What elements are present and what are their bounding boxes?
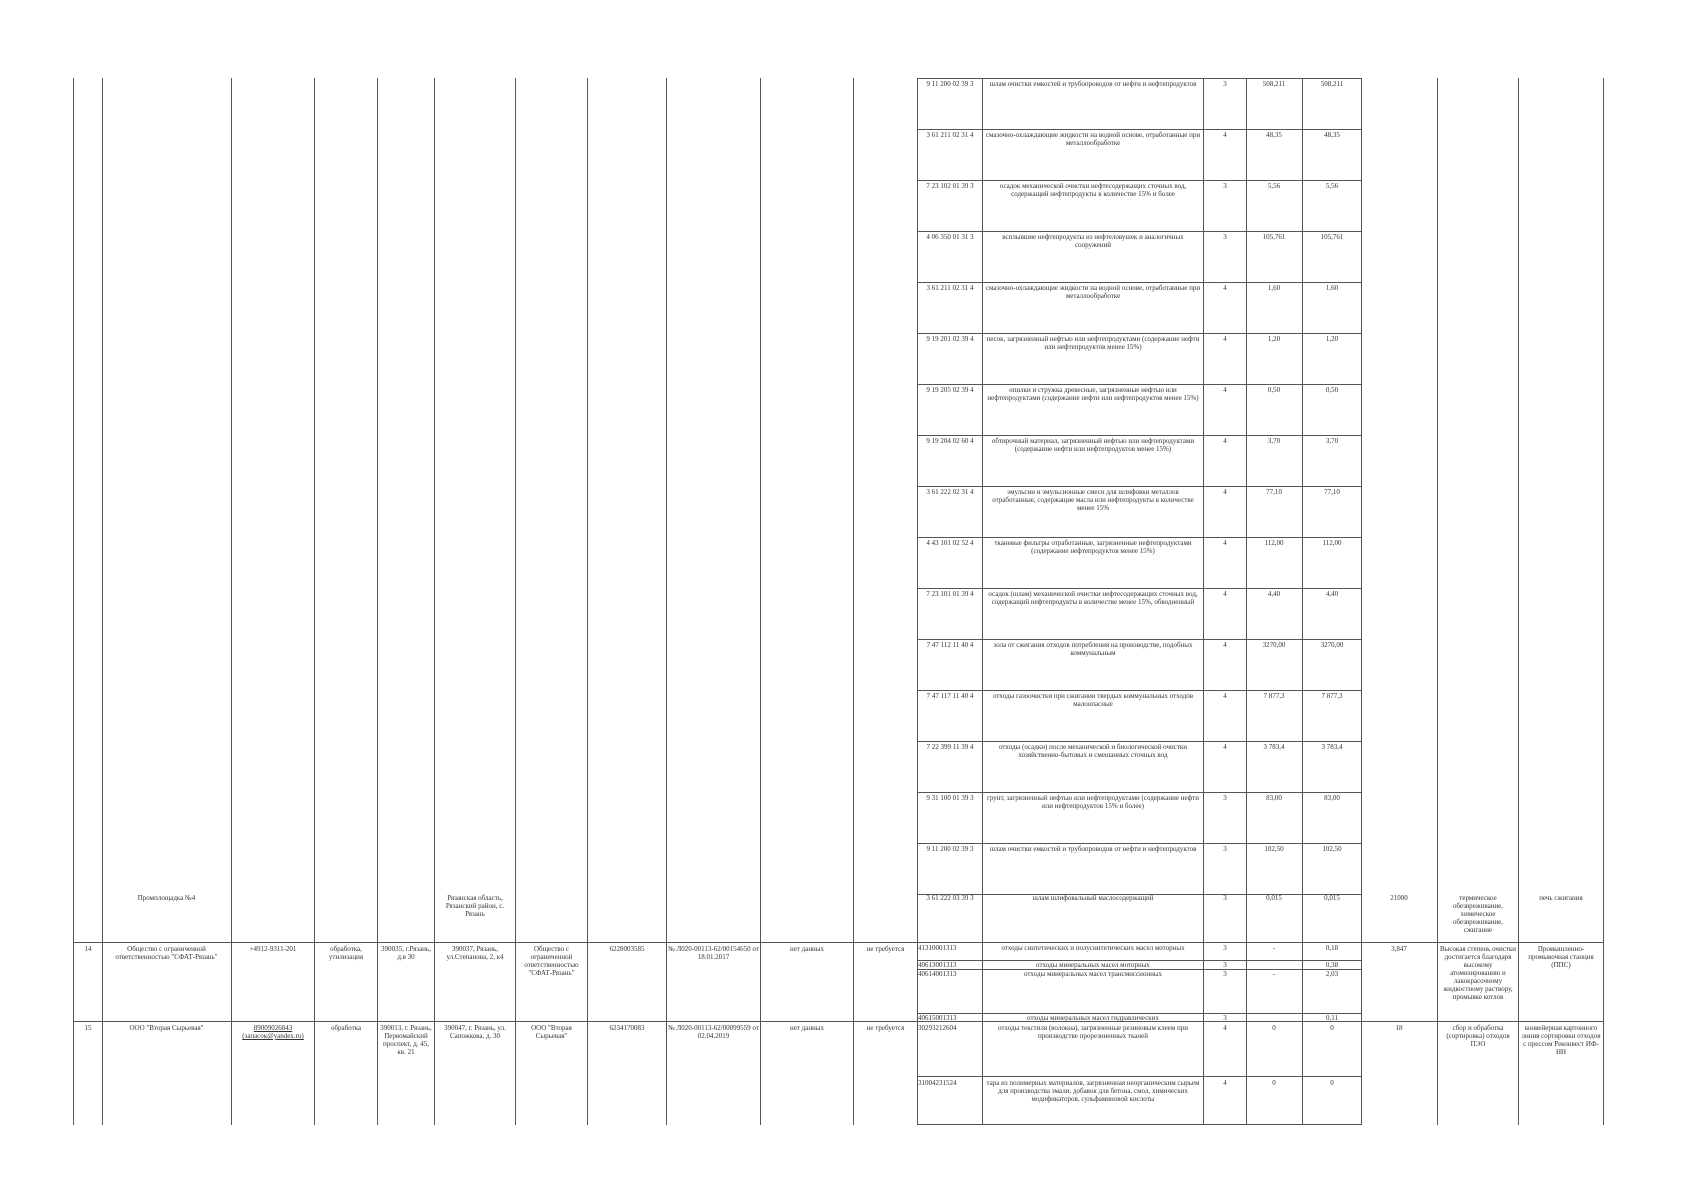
row-waste-code: 9 19 205 02 39 4	[926, 386, 974, 394]
row-quantity-total: 0,11	[1326, 1015, 1338, 1022]
entry14-owner: Общество с ограниченной ответственностью "СФАТ-Рязань"	[524, 945, 579, 977]
column-divider	[1246, 78, 1247, 1125]
site4-waste-code: 3 61 222 03 39 3	[926, 894, 974, 902]
row-quantity-total: 508,211	[1320, 80, 1344, 88]
entry14-site-address: 390037, Рязань, ул.Степанова, 2, к4	[446, 945, 504, 961]
row-divider	[917, 792, 1362, 793]
row-quantity: 7 877,3	[1263, 692, 1285, 700]
row-quantity-total: 7 877,3	[1321, 692, 1343, 700]
row-quantity: 77,10	[1266, 488, 1282, 496]
row-quantity-total: 3 783,4	[1321, 743, 1343, 751]
row-waste-code: 9 19 204 02 60 4	[926, 437, 974, 445]
entry14-number: 14	[84, 945, 92, 953]
row-waste-code: 7 22 399 11 39 4	[926, 743, 974, 751]
column-divider	[853, 78, 854, 1125]
column-divider	[1603, 78, 1604, 1125]
site4-capacity: 21000	[1390, 894, 1408, 902]
row-waste-code: 30293212604	[918, 1024, 957, 1032]
site4-equipment: печь сжигания	[1539, 894, 1583, 902]
row-waste-name: отходы газоочистки при сжигании твердых коммунальных отходов малоопасные	[992, 692, 1194, 708]
row-quantity: 5,56	[1267, 182, 1281, 190]
entry15-capacity: 18	[1395, 1024, 1403, 1032]
row-divider	[917, 1013, 1362, 1014]
row-waste-name: отходы минеральных масел моторных	[1036, 962, 1150, 969]
row-waste-code: 40615001313	[918, 1015, 957, 1022]
row-divider	[917, 639, 1362, 640]
row-quantity-total: 0	[1330, 1024, 1334, 1032]
row-waste-name: осадок механической очистки нефтесодержащих сточных вод, содержащий нефтепродукты в количестве 15% и более	[999, 182, 1187, 198]
entry14-activity: обработка, утилизация	[328, 945, 364, 961]
row-quantity: 3,70	[1267, 437, 1281, 445]
entry15-license: № Л020-00113-62/00099559 от 02.04.2019	[668, 1024, 759, 1040]
row-waste-code: 40613001313	[918, 962, 957, 969]
site4-quantity: 0,015	[1266, 894, 1282, 902]
row-waste-name: смазочно-охлаждающие жидкости на водной основе, отработанные при металлообработке	[985, 284, 1201, 300]
row-waste-code: 9 11 200 02 39 3	[926, 845, 974, 853]
row-quantity: -	[1272, 971, 1276, 978]
row-quantity-total: 1,60	[1325, 284, 1339, 292]
row-quantity: 3270,00	[1262, 641, 1286, 649]
row-quantity: 83,00	[1266, 794, 1282, 802]
column-divider	[587, 78, 588, 1125]
entry14-monitoring: нет данных	[789, 945, 825, 953]
row-divider	[917, 690, 1362, 691]
row-hazard-class: 4	[1223, 641, 1227, 649]
row-quantity: 3 783,4	[1263, 743, 1285, 751]
row-hazard-class: 4	[1223, 386, 1227, 394]
entry15-phone[interactable]: 89009026843	[253, 1024, 293, 1032]
entry15-permit: не требуется	[866, 1024, 905, 1032]
site4-address: Рязанская область, Рязанский район, с. Рязань	[445, 894, 505, 918]
row-waste-code: 7 23 102 01 39 3	[926, 182, 974, 190]
row-quantity: 508,211	[1262, 80, 1286, 88]
row-waste-code: 7 47 117 11 40 4	[926, 692, 974, 700]
row-hazard-class: 3	[1223, 845, 1227, 853]
row-divider	[917, 486, 1362, 487]
site4-name: Промплощадка №4	[137, 894, 196, 902]
entry14-inn: 6228003585	[609, 945, 645, 953]
column-divider	[1361, 78, 1362, 1125]
entry15-technology: сбор и обработка (сортировка) отходов ПЭО	[1446, 1024, 1510, 1048]
site4-technology: термическое обезвреживание, химическое обезвреживание, сжигание	[1452, 894, 1504, 934]
row-waste-name: зола от сжигания отходов потребления на производстве, подобных коммунальным	[993, 641, 1193, 657]
row-waste-code: 4 06 350 01 31 3	[926, 233, 974, 241]
row-waste-code: 7 23 101 01 39 4	[926, 590, 974, 598]
row-waste-code: 9 19 201 02 39 4	[926, 335, 974, 343]
row-divider	[917, 537, 1362, 538]
row-hazard-class: 4	[1223, 284, 1227, 292]
row-hazard-class: 3	[1223, 80, 1227, 88]
entry15-activity: обработка	[330, 1024, 362, 1032]
row-waste-name: шлам очистки емкостей и трубопроводов от нефти и нефтепродуктов	[989, 80, 1197, 88]
row-divider	[917, 960, 1362, 961]
column-divider	[231, 78, 232, 1125]
row-hazard-class: 3	[1223, 962, 1227, 969]
entry14-organization: Общество с ограниченной ответственностью "СФАТ-Рязань"	[115, 945, 218, 961]
row-divider	[917, 1124, 1362, 1125]
row-divider	[917, 78, 1362, 79]
row-waste-name: обтирочный материал, загрязненный нефтью или нефтепродуктами (содержание нефти или нефтепродуктов менее 15%)	[991, 437, 1195, 453]
row-divider	[917, 129, 1362, 130]
row-waste-name: тара из полимерных материалов, загрязненная неорганическим сырьем для производства эмали, добавок для бетона, смол, химических модификаторов, сульфаминовой кислоты	[986, 1079, 1200, 1103]
row-waste-name: шлам очистки емкостей и трубопроводов от нефти и нефтепродуктов	[989, 845, 1197, 853]
entry15-postal-address: 390013, г. Рязань, Первомайский проспект, д. 45, кв. 21	[380, 1024, 432, 1056]
column-divider	[1518, 78, 1519, 1125]
row-quantity: 4,40	[1267, 590, 1281, 598]
column-divider	[102, 78, 103, 1125]
row-hazard-class: 3	[1223, 971, 1227, 978]
row-waste-name: всплывшие нефтепродукты из нефтеловушек и аналогичных сооружений	[1002, 233, 1184, 249]
column-divider	[377, 78, 378, 1125]
row-waste-code: 3 61 222 02 31 4	[926, 488, 974, 496]
entry14-capacity: 3,847	[1391, 945, 1407, 953]
row-quantity: 48,35	[1266, 131, 1282, 139]
row-quantity: 0,50	[1267, 386, 1281, 394]
row-hazard-class: 4	[1223, 131, 1227, 139]
row-hazard-class: 4	[1223, 437, 1227, 445]
row-waste-code: 4 43 101 02 52 4	[926, 539, 974, 547]
site4-quantity-total: 0,015	[1324, 894, 1340, 902]
entry15-owner: ООО "Вторая Сырьевая"	[531, 1024, 572, 1040]
row-quantity: 0	[1272, 1079, 1276, 1087]
row-quantity-total: 105,761	[1320, 233, 1344, 241]
entry14-equipment: Промышленно-промывочная станция (ППС)	[1528, 945, 1594, 969]
site4-waste-name: шлам шлифовальный маслосодержащий	[1032, 894, 1154, 902]
row-hazard-class: 4	[1223, 1079, 1227, 1087]
row-quantity-total: 83,00	[1324, 794, 1340, 802]
row-divider	[917, 741, 1362, 742]
row-hazard-class: 4	[1223, 488, 1227, 496]
row-waste-code: 40614001313	[918, 971, 957, 978]
row-divider	[73, 1021, 1603, 1022]
column-divider	[1203, 78, 1204, 1125]
row-waste-code: 7 47 112 11 40 4	[926, 641, 974, 649]
column-divider	[666, 78, 667, 1125]
entry14-phone: +4912-9311-201	[249, 945, 297, 953]
row-quantity-total: 1,20	[1325, 335, 1339, 343]
row-quantity-total: 112,00	[1322, 539, 1342, 547]
row-divider	[73, 942, 1603, 943]
row-waste-name: отходы (осадки) после механической и биологической очистки хозяйственно-бытовых и смешанных сточных вод	[998, 743, 1188, 759]
row-quantity: 112,00	[1264, 539, 1284, 547]
entry14-technology: Высокая степень очистки достигается благодаря высокому атомизированию и лакокрасочному жидкостному раствору, промывке котлов	[1439, 945, 1517, 1001]
row-divider	[917, 333, 1362, 334]
row-divider	[917, 231, 1362, 232]
row-divider	[917, 969, 1362, 970]
row-waste-name: отходы синтетических и полусинтетических масел моторных	[1001, 945, 1185, 952]
row-waste-name: отходы минеральных масел гидравлических	[1027, 1015, 1159, 1022]
row-divider	[917, 1076, 1362, 1077]
row-hazard-class: 4	[1223, 692, 1227, 700]
row-waste-code: 9 31 100 01 39 3	[926, 794, 974, 802]
entry15-organization: ООО "Вторая Сырьевая"	[129, 1024, 204, 1032]
column-divider	[73, 78, 74, 1125]
column-divider	[1437, 78, 1438, 1125]
row-hazard-class: 4	[1223, 743, 1227, 751]
row-hazard-class: 4	[1223, 539, 1227, 547]
entry14-postal-address: 390035, г.Рязань, д.в 30	[381, 945, 431, 961]
row-hazard-class: 3	[1223, 233, 1227, 241]
row-hazard-class: 3	[1223, 794, 1227, 802]
site4-hazard-class: 3	[1223, 894, 1227, 902]
entry15-inn: 6234170083	[609, 1024, 645, 1032]
row-quantity-total: 102,50	[1322, 845, 1342, 853]
row-quantity-total: 0	[1330, 1079, 1334, 1087]
row-waste-name: грунт, загрязненный нефтью или нефтепродуктами (содержание нефти или нефтепродуктов 15% и более)	[987, 794, 1199, 810]
row-quantity-total: 48,35	[1324, 131, 1340, 139]
row-hazard-class: 3	[1223, 1015, 1227, 1022]
row-divider	[917, 384, 1362, 385]
column-divider	[515, 78, 516, 1125]
row-quantity: 105,761	[1262, 233, 1286, 241]
row-hazard-class: 4	[1223, 590, 1227, 598]
entry15-equipment: конвейерная картонного линия сортировки отходов с прессом Реконвест ИФ-НН	[1521, 1024, 1601, 1056]
entry14-permit: не требуется	[866, 945, 905, 953]
row-quantity: 0	[1272, 1024, 1276, 1032]
row-waste-code: 3 61 211 02 31 4	[926, 131, 974, 139]
column-divider	[1302, 78, 1303, 1125]
row-quantity-total: 0,38	[1325, 962, 1339, 969]
entry15-number: 15	[84, 1024, 92, 1032]
row-quantity-total: 4,40	[1325, 590, 1339, 598]
row-waste-name: опилки и стружка древесные, загрязненные нефтью или нефтепродуктами (содержание нефти или нефтепродуктов менее 15%)	[987, 386, 1199, 402]
row-hazard-class: 4	[1223, 1024, 1227, 1032]
row-waste-code: 31004231524	[918, 1079, 957, 1087]
row-quantity-total: 3270,00	[1320, 641, 1344, 649]
entry15-email-link[interactable]: (запасок@yandex.ru)	[242, 1032, 304, 1040]
entry15-site-address: 390047, г. Рязань, ул. Сапожкова, д. 30	[444, 1024, 506, 1040]
row-quantity-total: 2,03	[1325, 971, 1339, 978]
row-quantity-total: 0,50	[1325, 386, 1339, 394]
row-divider	[917, 588, 1362, 589]
column-divider	[760, 78, 761, 1125]
row-waste-name: песок, загрязненный нефтью или нефтепродуктами (содержание нефти или нефтепродуктов менее 15%)	[986, 335, 1200, 351]
column-divider	[314, 78, 315, 1125]
row-waste-name: отходы минеральных масел трансмиссионных	[1023, 971, 1163, 978]
row-divider	[917, 282, 1362, 283]
column-divider	[434, 78, 435, 1125]
row-divider	[917, 180, 1362, 181]
row-hazard-class: 4	[1223, 335, 1227, 343]
row-waste-code: 41310001313	[918, 945, 957, 952]
row-waste-name: отходы текстиля (волокна), загрязненные резиновым клеем при производстве прорезиненных тканей	[998, 1024, 1188, 1040]
row-divider	[917, 843, 1362, 844]
row-quantity: 1,20	[1267, 335, 1281, 343]
row-waste-code: 9 11 200 02 39 3	[926, 80, 974, 88]
row-hazard-class: 3	[1223, 945, 1227, 952]
row-hazard-class: 3	[1223, 182, 1227, 190]
entry15-monitoring: нет данных	[789, 1024, 825, 1032]
row-waste-code: 3 61 211 02 31 4	[926, 284, 974, 292]
entry14-license: № Л020-00113-62/00154650 от 18.01.2017	[668, 945, 759, 961]
row-waste-name: смазочно-охлаждающие жидкости на водной основе, отработанные при металлообработке	[985, 131, 1201, 147]
row-waste-name: тканевые фильтры отработанные, загрязненные нефтепродуктами (содержание нефтепродуктов менее 15%)	[994, 539, 1192, 555]
row-waste-name: эмульсии и эмульсионные смеси для шлифовки металлов отработанные, содержащие масла или нефтепродукты в количестве менее 15%	[992, 488, 1194, 512]
row-quantity-total: 0,18	[1325, 945, 1339, 952]
row-quantity-total: 77,10	[1324, 488, 1340, 496]
row-quantity: 1,60	[1267, 284, 1281, 292]
row-quantity-total: 5,56	[1325, 182, 1339, 190]
row-quantity: 102,50	[1264, 845, 1284, 853]
row-quantity: -	[1272, 945, 1276, 952]
row-waste-name: осадок (шлам) механической очистки нефтесодержащих сточных вод, содержащий нефтепродукты в количестве менее 15%, обводненный	[988, 590, 1198, 606]
row-divider	[917, 435, 1362, 436]
column-divider	[982, 78, 983, 1125]
row-quantity-total: 3,70	[1325, 437, 1339, 445]
